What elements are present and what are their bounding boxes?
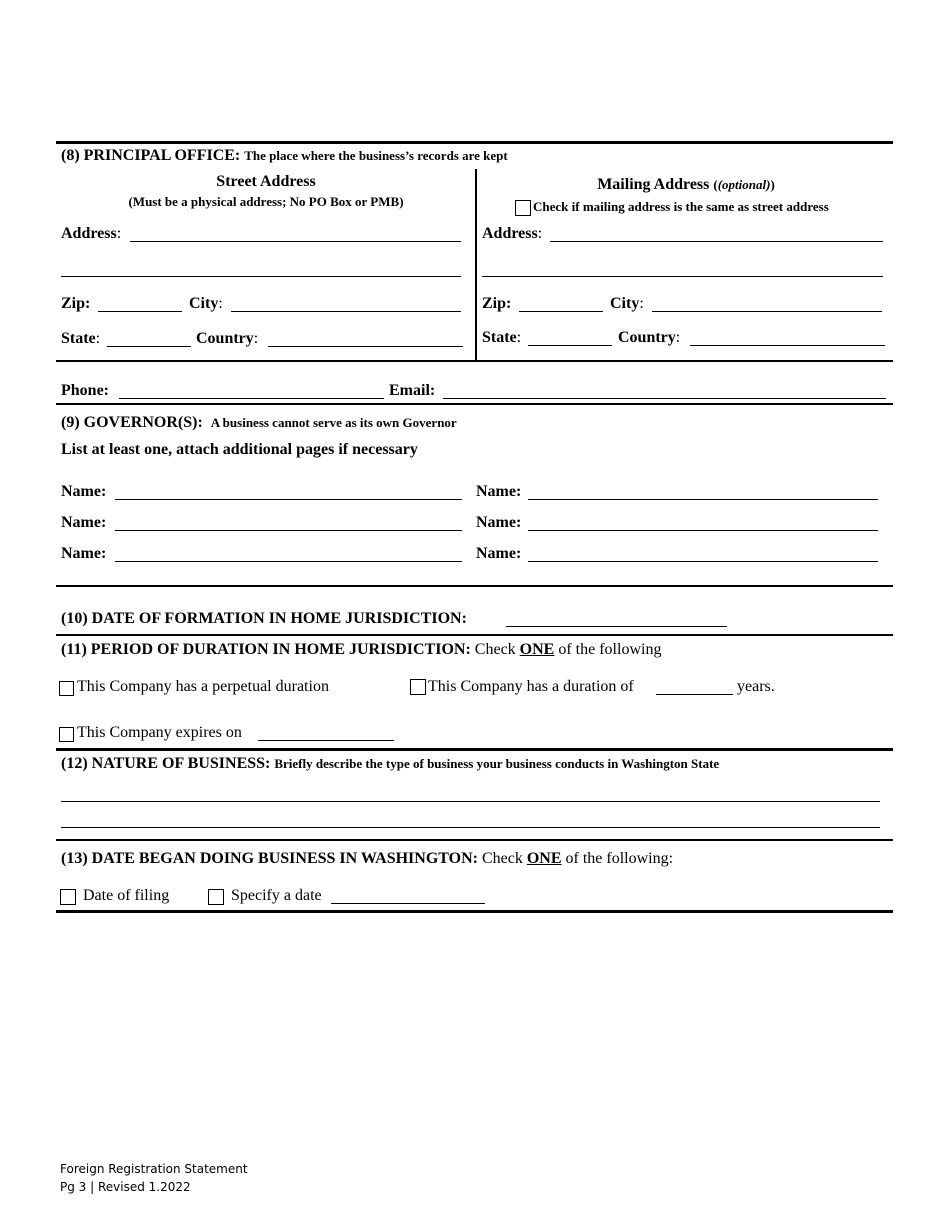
- duration-years-label: This Company has a duration of: [428, 678, 634, 695]
- section12-subtitle: Briefly describe the type of business your business conducts in Washington State: [274, 756, 720, 771]
- section11-header: (11) PERIOD OF DURATION IN HOME JURISDICTION: Check ONE of the following: [61, 641, 662, 658]
- section12-title: (12) NATURE OF BUSINESS:: [61, 755, 271, 772]
- expires-on-checkbox[interactable]: [59, 727, 74, 742]
- date-of-filing-label: Date of filing: [83, 887, 170, 904]
- section8-subtitle: The place where the business’s records are kept: [244, 148, 508, 163]
- governor-name-field[interactable]: [528, 499, 878, 500]
- street-address-heading: Street Address: [216, 173, 316, 190]
- mailing-zip-label: Zip:: [482, 295, 512, 312]
- governor-name-field[interactable]: [115, 530, 462, 531]
- perpetual-duration-label: This Company has a perpetual duration: [77, 678, 329, 695]
- section12-header: [61, 755, 719, 773]
- governor-name-field[interactable]: [528, 561, 878, 562]
- section8-title: (8) PRINCIPAL OFFICE:: [61, 147, 241, 164]
- street-country-label: Country:: [196, 330, 259, 347]
- mailing-address-label: Address:: [482, 225, 543, 242]
- section9-header: [61, 414, 457, 432]
- street-zip-field[interactable]: [98, 311, 182, 312]
- mailing-address-line2[interactable]: [482, 276, 883, 277]
- nature-of-business-line2[interactable]: [61, 827, 880, 828]
- street-address-line1[interactable]: [130, 241, 461, 242]
- duration-years-suffix: years.: [737, 678, 775, 695]
- expires-on-field[interactable]: [258, 740, 394, 741]
- section10-title: (10) DATE OF FORMATION IN HOME JURISDICTION:: [61, 610, 467, 627]
- mailing-country-field[interactable]: [690, 345, 885, 346]
- section11-bottom-rule: [56, 748, 893, 751]
- mailing-state-label: State:: [482, 329, 522, 346]
- governor-name-label: Name:: [476, 514, 522, 531]
- phone-field[interactable]: [119, 398, 384, 399]
- section10-bottom-rule: [56, 634, 893, 636]
- specify-date-checkbox[interactable]: [208, 889, 224, 905]
- mailing-zip-field[interactable]: [519, 311, 603, 312]
- street-city-label: City:: [189, 295, 223, 312]
- street-address-label: Address:: [61, 225, 122, 242]
- governor-name-label: Name:: [476, 483, 522, 500]
- street-zip-label: Zip:: [61, 295, 91, 312]
- section9-subtitle: A business cannot serve as its own Governor: [210, 415, 457, 430]
- nature-of-business-line1[interactable]: [61, 801, 880, 802]
- governor-name-label: Name:: [61, 483, 107, 500]
- section8-bottom-rule: [56, 360, 893, 362]
- section13-bottom-rule: [56, 910, 893, 913]
- mailing-address-heading: Mailing Address ((optional)): [597, 176, 775, 193]
- expires-on-label: This Company expires on: [77, 724, 242, 741]
- street-state-field[interactable]: [107, 346, 191, 347]
- section8-header: [61, 147, 508, 165]
- section9-title: (9) GOVERNOR(S):: [61, 414, 203, 431]
- section9-instruction: List at least one, attach additional pages if necessary: [61, 441, 418, 458]
- street-country-field[interactable]: [268, 346, 463, 347]
- perpetual-duration-checkbox[interactable]: [59, 681, 74, 696]
- governor-name-label: Name:: [476, 545, 522, 562]
- email-field[interactable]: [443, 398, 886, 399]
- formation-date-field[interactable]: [506, 626, 727, 627]
- street-state-label: State:: [61, 330, 101, 347]
- phone-email-bottom-rule: [56, 403, 893, 405]
- footer-page-info: Pg 3 | Revised 1.2022: [60, 1180, 191, 1194]
- street-address-note: (Must be a physical address; No PO Box or PMB): [128, 194, 404, 209]
- section13-title: (13) DATE BEGAN DOING BUSINESS IN WASHINGTON:: [61, 850, 478, 867]
- governor-name-label: Name:: [61, 514, 107, 531]
- specify-date-field[interactable]: [331, 903, 485, 904]
- mailing-state-field[interactable]: [528, 345, 612, 346]
- street-city-field[interactable]: [231, 311, 461, 312]
- duration-years-checkbox[interactable]: [410, 679, 426, 695]
- date-of-filing-checkbox[interactable]: [60, 889, 76, 905]
- governor-name-label: Name:: [61, 545, 107, 562]
- section8-top-rule: [56, 141, 893, 144]
- section13-header: (13) DATE BEGAN DOING BUSINESS IN WASHINGTON: Check ONE of the following:: [61, 850, 674, 867]
- governor-name-field[interactable]: [115, 561, 462, 562]
- governor-name-field[interactable]: [115, 499, 462, 500]
- duration-years-field[interactable]: [656, 694, 733, 695]
- mailing-city-label: City:: [610, 295, 644, 312]
- section11-title: (11) PERIOD OF DURATION IN HOME JURISDICTION:: [61, 641, 471, 658]
- mailing-address-line1[interactable]: [550, 241, 883, 242]
- footer-form-name: Foreign Registration Statement: [60, 1162, 248, 1176]
- specify-date-label: Specify a date: [231, 887, 322, 904]
- section12-bottom-rule: [56, 839, 893, 841]
- same-as-street-checkbox[interactable]: [515, 200, 531, 216]
- section9-bottom-rule: [56, 585, 893, 587]
- mailing-country-label: Country:: [618, 329, 681, 346]
- governor-name-field[interactable]: [528, 530, 878, 531]
- phone-label: Phone:: [61, 382, 109, 399]
- mailing-city-field[interactable]: [652, 311, 882, 312]
- email-label: Email:: [389, 382, 436, 399]
- same-as-street-label: Check if mailing address is the same as street address: [533, 199, 829, 214]
- street-address-line2[interactable]: [61, 276, 461, 277]
